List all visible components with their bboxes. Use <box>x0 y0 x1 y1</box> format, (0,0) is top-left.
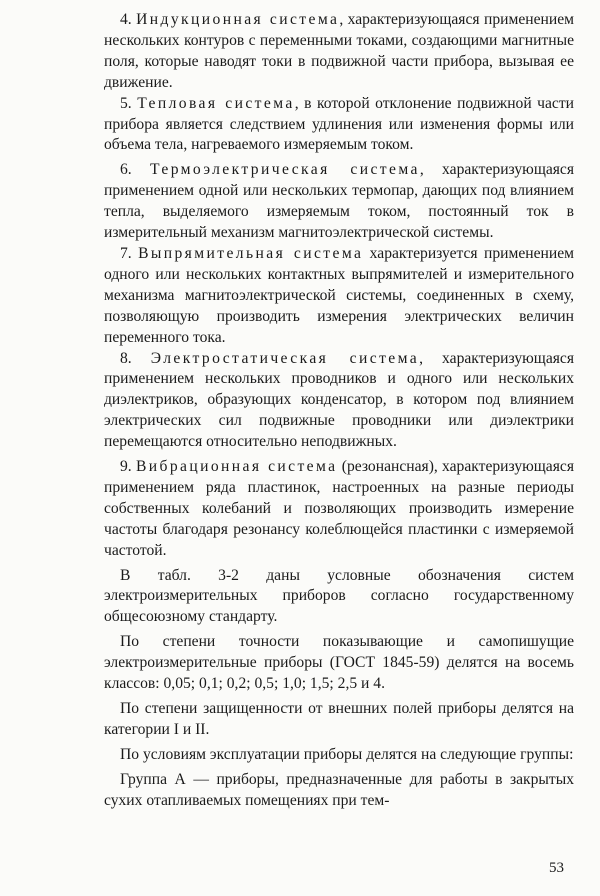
page-number: 53 <box>549 860 564 876</box>
body-text <box>104 10 574 812</box>
item-number: 5. <box>120 94 138 112</box>
paragraph-accuracy-classes <box>104 632 574 695</box>
system-term: Термоэлектрическая система <box>150 161 420 179</box>
paragraph-table-reference <box>104 566 574 629</box>
paragraph-text: Группа А — приборы, предназначенные для работы в закрытых сухих отапливаемых помещениях при тем- <box>104 770 574 809</box>
paragraph-rectifier-system <box>104 244 574 349</box>
system-term: Выпрямительная система <box>138 244 364 262</box>
system-term: Индукционная система <box>136 11 340 28</box>
paragraph-vibration-system <box>104 457 574 562</box>
paragraph-text: По степени точности показывающие и самопишущие электроизмерительные приборы (ГОСТ 1845-59) делятся на восемь классов: 0,05; 0,1; 0,2; 0,5; 1,0; 1,5; 2,5 и 4. <box>104 633 574 693</box>
item-number: 4. <box>120 11 137 28</box>
system-term: Электростатическая система <box>150 349 420 367</box>
paragraph-text: , характеризующаяся применением одной или нескольких термопар, дающих под влиянием тепла, выделяемого измеряемым током, постоянный ток в измерительный механизм магнитоэлектрической системы. <box>104 161 575 242</box>
paragraph-text: , характеризующаяся применением нескольких контуров с переменными токами, создающими магнитные поля, которые наводят токи в подвижной части прибора, вызывая ее движение. <box>104 11 574 91</box>
paragraph-protection-categories <box>104 699 574 741</box>
paragraph-text: (резонансная), характеризующаяся применением ряда пластинок, настроенных на разные периоды собственных колебаний и позволяющих производить измерение частоты благодаря резонансу колеблющейся пластинки с измеряемой частотой. <box>104 458 574 559</box>
paragraph-text: , в которой отклонение подвижной части прибора является следствием удлинения или изменения формы или объема тела, нагреваемого измеряемым током. <box>104 94 575 154</box>
paragraph-induction-system <box>104 10 574 94</box>
paragraph-text: , характеризующаяся применением нескольких проводников и одного или нескольких диэлектриков, образующих конденсатор, в котором под влиянием электрических сил подвижные проводники или диэлектрики перемещаются относительно неподвижных. <box>104 349 575 451</box>
item-number: 6. <box>120 161 151 179</box>
paragraph-text: В табл. 3-2 даны условные обозначения систем электроизмерительных приборов согласно государственному общесоюзному стандарту. <box>104 566 574 626</box>
paragraph-text: характеризуется применением одного или нескольких контактных выпрямителей и измерительного механизма магнитоэлектрической системы, соединенных в схему, позволяющую производить измерения электрических величин переменного тока. <box>104 244 574 346</box>
paragraph-electrostatic-system <box>104 349 574 454</box>
item-number: 9. <box>120 458 136 476</box>
system-term: Тепловая система <box>137 94 295 112</box>
paragraph-thermoelectric-system <box>104 160 574 244</box>
paragraph-text: По степени защищенности от внешних полей приборы делятся на категории I и II. <box>104 700 574 738</box>
system-term: Вибрационная система <box>135 458 338 476</box>
paragraph-group-a <box>104 770 574 812</box>
item-number: 7. <box>120 244 139 262</box>
paragraph-operating-groups <box>104 745 574 766</box>
item-number: 8. <box>120 349 151 367</box>
paragraph-thermal-system <box>104 94 574 157</box>
paragraph-text: По условиям эксплуатации приборы делятся на следующие группы: <box>120 745 574 763</box>
